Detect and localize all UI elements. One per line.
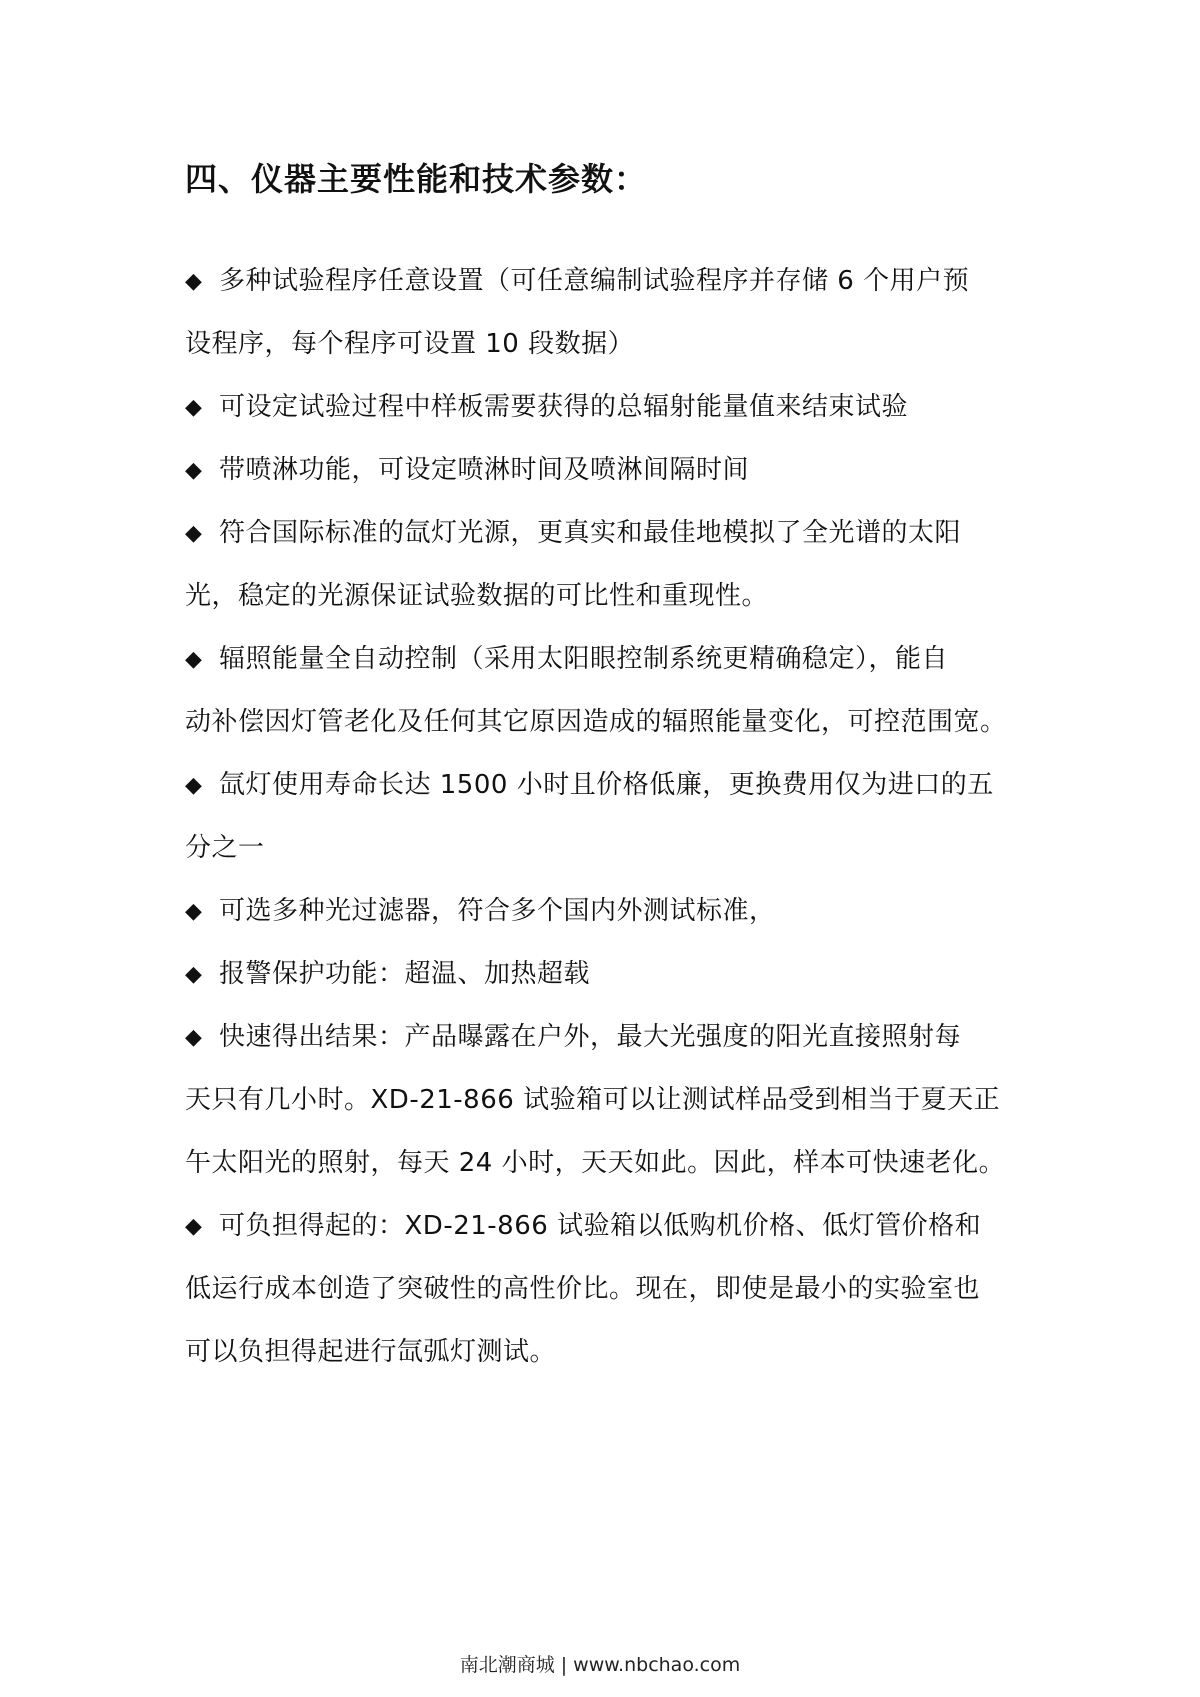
feature-line (185, 439, 1045, 502)
feature-text: 辐照能量全自动控制（采用太阳眼控制系统更精确稳定），能自 (219, 644, 949, 674)
feature-line (185, 943, 1045, 1006)
diamond-bullet-icon: ◆ (185, 458, 203, 483)
feature-text: 低运行成本创造了突破性的高性价比。现在，即使是最小的实验室也 (185, 1274, 981, 1304)
footer-separator: | (560, 1654, 568, 1676)
feature-item (185, 754, 1045, 880)
feature-item (185, 1006, 1045, 1195)
feature-text: 可以负担得起进行氙弧灯测试。 (185, 1337, 557, 1367)
footer-site-name: 南北潮商城 (459, 1654, 555, 1676)
diamond-bullet-icon: ◆ (185, 899, 203, 924)
feature-text: 符合国际标准的氙灯光源，更真实和最佳地模拟了全光谱的太阳 (219, 518, 962, 548)
feature-text: 动补偿因灯管老化及任何其它原因造成的辐照能量变化，可控范围宽。 (185, 707, 1007, 737)
feature-line (185, 628, 1045, 691)
feature-text: 报警保护功能：超温、加热超载 (219, 959, 591, 989)
feature-item (185, 1195, 1045, 1384)
feature-line (185, 1258, 1045, 1321)
feature-line (185, 1132, 1045, 1195)
feature-item (185, 439, 1045, 502)
feature-item (185, 880, 1045, 943)
feature-list (185, 250, 1045, 1384)
feature-line (185, 1069, 1045, 1132)
feature-line (185, 376, 1045, 439)
feature-line (185, 1321, 1045, 1384)
diamond-bullet-icon: ◆ (185, 1214, 203, 1239)
feature-text: 带喷淋功能，可设定喷淋时间及喷淋间隔时间 (219, 455, 750, 485)
feature-text: 设程序，每个程序可设置 10 段数据） (185, 329, 635, 359)
feature-item (185, 376, 1045, 439)
feature-text: 氙灯使用寿命长达 1500 小时且价格低廉，更换费用仅为进口的五 (219, 770, 994, 800)
feature-line (185, 817, 1045, 880)
feature-text: 多种试验程序任意设置（可任意编制试验程序并存储 6 个用户预 (219, 266, 970, 296)
feature-text: 天只有几小时。XD-21-866 试验箱可以让测试样品受到相当于夏天正 (185, 1085, 1001, 1115)
page-footer (0, 1650, 1200, 1677)
feature-line (185, 313, 1045, 376)
diamond-bullet-icon: ◆ (185, 395, 203, 420)
feature-item (185, 943, 1045, 1006)
feature-line (185, 502, 1045, 565)
section-heading: 四、仪器主要性能和技术参数： (185, 160, 648, 198)
feature-text: 分之一 (185, 833, 265, 863)
footer-url[interactable]: www.nbchao.com (573, 1654, 741, 1676)
diamond-bullet-icon: ◆ (185, 962, 203, 987)
diamond-bullet-icon: ◆ (185, 521, 203, 546)
feature-line (185, 250, 1045, 313)
feature-item (185, 628, 1045, 754)
feature-line (185, 880, 1045, 943)
feature-text: 光，稳定的光源保证试验数据的可比性和重现性。 (185, 581, 769, 611)
feature-text: 可设定试验过程中样板需要获得的总辐射能量值来结束试验 (219, 392, 909, 422)
diamond-bullet-icon: ◆ (185, 269, 203, 294)
feature-item (185, 502, 1045, 628)
diamond-bullet-icon: ◆ (185, 773, 203, 798)
feature-line (185, 691, 1045, 754)
feature-text: 可选多种光过滤器，符合多个国内外测试标准， (219, 896, 776, 926)
feature-text: 快速得出结果：产品曝露在户外，最大光强度的阳光直接照射每 (219, 1022, 962, 1052)
feature-line (185, 565, 1045, 628)
diamond-bullet-icon: ◆ (185, 1025, 203, 1050)
feature-text: 午太阳光的照射，每天 24 小时，天天如此。因此，样本可快速老化。 (185, 1148, 1006, 1178)
feature-line (185, 754, 1045, 817)
feature-line (185, 1006, 1045, 1069)
diamond-bullet-icon: ◆ (185, 647, 203, 672)
feature-line (185, 1195, 1045, 1258)
feature-item (185, 250, 1045, 376)
feature-text: 可负担得起的：XD-21-866 试验箱以低购机价格、低灯管价格和 (219, 1211, 982, 1241)
